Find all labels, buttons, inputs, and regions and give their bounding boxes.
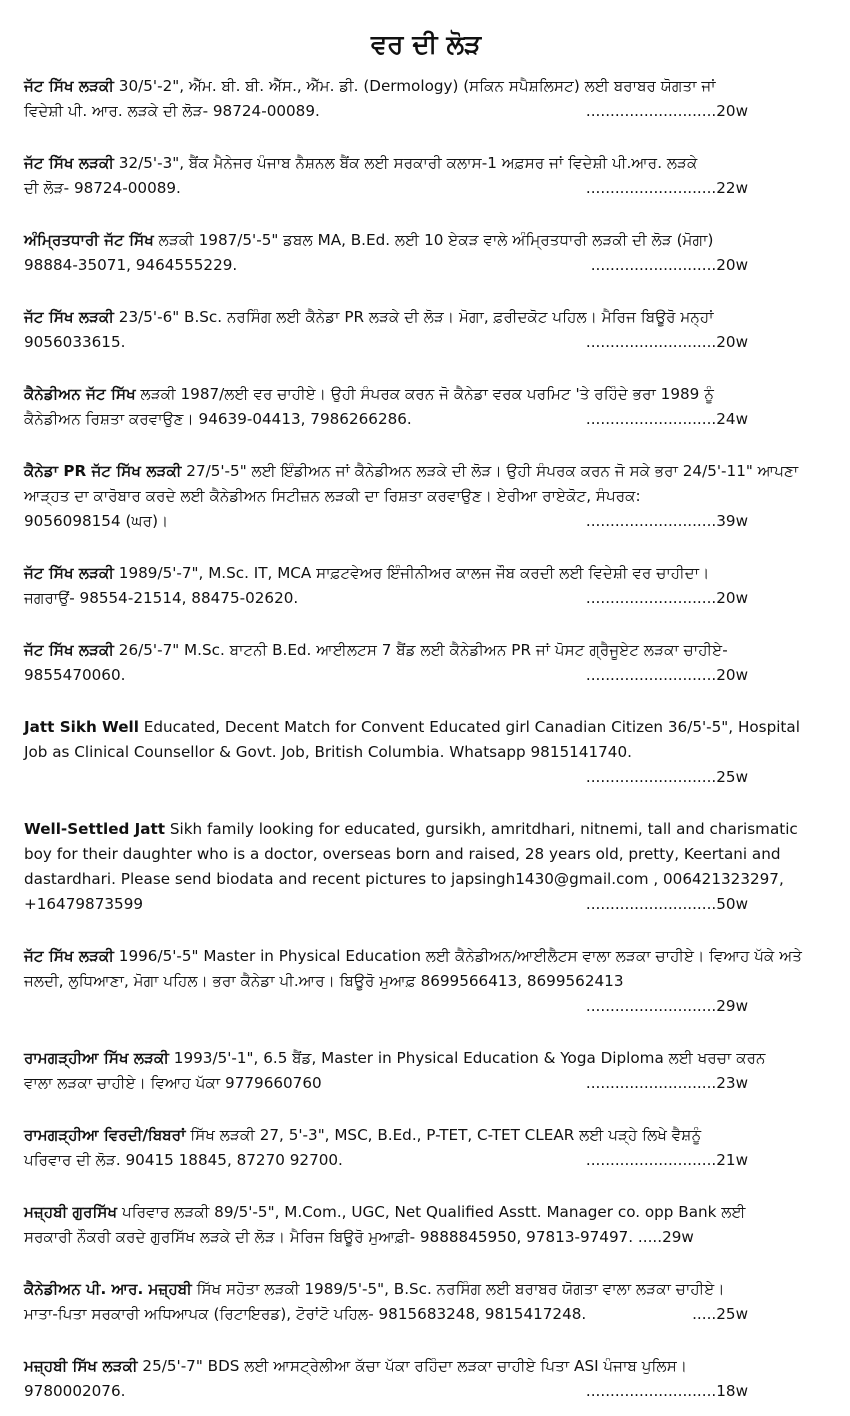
classified-ad [24, 1354, 828, 1404]
ad-code: ...........................29w [585, 997, 748, 1015]
ad-code: .....25w [692, 1305, 748, 1323]
ad-text [24, 561, 828, 586]
ad-text [24, 1354, 828, 1379]
ad-body: Sikh family looking for educated, gursikh, amritdhari, nitnemi, tall and charismatic boy for their daughter who is a doctor, overseas born and raised, 28 years old, pretty, Keertani and dastardhari. Please send biodata and recent pictures to japsingh1430@gmail.com , 006421323297, [24, 820, 798, 888]
ad-footer [24, 407, 828, 432]
ad-body: ਪਰਿਵਾਰ ਲੜਕੀ 89/5'-5", M.Com., UGC, Net Qualified Asstt. Manager co. opp Bank ਲਈ [117, 1203, 746, 1221]
classified-ad [24, 459, 828, 534]
ad-body: 30/5'-2", ਐੱਮ. ਬੀ. ਬੀ. ਐੱਸ., ਐੱਮ. ਡੀ. (Dermology) (ਸਕਿਨ ਸਪੈਸ਼ਲਿਸਟ) ਲਈ ਬਰਾਬਰ ਯੋਗਤਾ ਜਾਂ [113, 77, 716, 95]
ad-text [24, 817, 828, 892]
ad-text [24, 151, 828, 176]
classified-ad [24, 382, 828, 432]
ad-contact: ਕੈਨੇਡੀਅਨ ਰਿਸ਼ਤਾ ਕਰਵਾਉਣ। 94639-04413, 7986266286. [24, 410, 412, 428]
ad-body: ਸਿੱਖ ਸਹੋਤਾ ਲੜਕੀ 1989/5'-5", B.Sc. ਨਰਸਿੰਗ ਲਈ ਬਰਾਬਰ ਯੋਗਤਾ ਵਾਲਾ ਲੜਕਾ ਚਾਹੀਏ। [191, 1280, 725, 1298]
classified-ad [24, 305, 828, 355]
ad-body: 32/5'-3", ਬੈਂਕ ਮੈਨੇਜਰ ਪੰਜਾਬ ਨੈਸ਼ਨਲ ਬੈਂਕ ਲਈ ਸਰਕਾਰੀ ਕਲਾਸ-1 ਅਫ਼ਸਰ ਜਾਂ ਵਿਦੇਸ਼ੀ ਪੀ.ਆਰ. ਲੜਕੇ [113, 154, 698, 172]
ad-footer [24, 99, 828, 124]
ad-body: 26/5'-7" M.Sc. ਬਾਟਨੀ B.Ed. ਆਈਲਟਸ 7 ਬੈਂਡ ਲਈ ਕੈਨੇਡੀਅਨ PR ਜਾਂ ਪੋਸਟ ਗ੍ਰੈਜੂਏਟ ਲੜਕਾ ਚਾਹੀਏ- [113, 641, 728, 659]
ad-text [24, 715, 828, 765]
page-title: ਵਰ ਦੀ ਲੋੜ [370, 30, 482, 60]
ad-lead: ਕੈਨੇਡੀਅਨ ਜੱਟ ਸਿੱਖ [24, 385, 136, 403]
ad-lead: ਅੰਮ੍ਰਿਤਧਾਰੀ ਜੱਟ ਸਿੱਖ [24, 231, 154, 249]
ad-text [24, 944, 828, 994]
ad-lead: Well-Settled Jatt [24, 820, 166, 838]
ad-footer [24, 892, 828, 917]
ad-contact: ਪਰਿਵਾਰ ਦੀ ਲੋੜ. 90415 18845, 87270 92700. [24, 1151, 343, 1169]
ad-code: ...........................50w [585, 895, 748, 913]
classified-ad [24, 944, 828, 1019]
ad-code: ...........................20w [585, 666, 748, 684]
ad-footer [24, 509, 828, 534]
ad-footer [24, 1148, 828, 1173]
ad-code: ...........................18w [585, 1382, 748, 1400]
ad-footer [24, 1379, 828, 1404]
ad-footer [24, 765, 828, 790]
ad-code: ...........................39w [585, 512, 748, 530]
classified-ad [24, 74, 828, 124]
ad-footer [24, 586, 828, 611]
ad-text [24, 638, 828, 663]
ad-text [24, 382, 828, 407]
classified-ad [24, 638, 828, 688]
ad-body: ਲੜਕੀ 1987/5'-5" ਡਬਲ MA, B.Ed. ਲਈ 10 ਏਕੜ ਵਾਲੇ ਅੰਮ੍ਰਿਤਧਾਰੀ ਲੜਕੀ ਦੀ ਲੋੜ (ਮੋਗਾ) [153, 231, 714, 249]
ad-contact: ਵਿਦੇਸ਼ੀ ਪੀ. ਆਰ. ਲੜਕੇ ਦੀ ਲੋੜ- 98724-00089. [24, 102, 320, 120]
ad-lead: ਜੱਟ ਸਿੱਖ ਲੜਕੀ [24, 641, 114, 659]
ad-body: 1989/5'-7", M.Sc. IT, MCA ਸਾਫ਼ਟਵੇਅਰ ਇੰਜੀਨੀਅਰ ਕਾਲਜ ਜੌਬ ਕਰਦੀ ਲਈ ਵਿਦੇਸ਼ੀ ਵਰ ਚਾਹੀਦਾ। [113, 564, 710, 582]
ad-code: ...........................20w [585, 589, 748, 607]
ad-lead: ਰਾਮਗੜ੍ਹੀਆ ਸਿੱਖ ਲੜਕੀ [24, 1049, 169, 1067]
ad-text [24, 228, 828, 253]
ad-lead: ਮਜ਼੍ਹਬੀ ਸਿੱਖ ਲੜਕੀ [24, 1357, 138, 1375]
ad-footer [24, 1302, 828, 1327]
ad-lead: ਮਜ਼੍ਹਬੀ ਗੁਰਸਿੱਖ [24, 1203, 118, 1221]
ad-text [24, 1200, 828, 1225]
ad-code: ...........................23w [585, 1074, 748, 1092]
ad-contact: ਜਗਰਾਉਂ- 98554-21514, 88475-02620. [24, 589, 299, 607]
ad-code: ...........................21w [585, 1151, 748, 1169]
ad-footer [24, 994, 828, 1019]
ad-lead: Jatt Sikh Well [24, 718, 139, 736]
ad-footer [24, 176, 828, 201]
ad-footer [24, 253, 828, 278]
ad-lead: ਕੈਨੇਡੀਅਨ ਪੀ. ਆਰ. ਮਜ਼੍ਹਬੀ [24, 1280, 192, 1298]
ad-contact: ਸਰਕਾਰੀ ਨੌਕਰੀ ਕਰਦੇ ਗੁਰਸਿੱਖ ਲੜਕੇ ਦੀ ਲੋੜ। ਮੈਰਿਜ ਬਿਊਰੋ ਮੁਆਫ਼ੀ- 9888845950, 97813-97497. .....29w [24, 1228, 694, 1246]
ad-body: 27/5'-5" ਲਈ ਇੰਡੀਅਨ ਜਾਂ ਕੈਨੇਡੀਅਨ ਲੜਕੇ ਦੀ ਲੋੜ। ਉਹੀ ਸੰਪਰਕ ਕਰਨ ਜੋ ਸਕੇ ਭਰਾ 24/5'-11" ਆਪਣਾ ਆੜ੍ਹਤ ਦਾ ਕਾਰੋਬਾਰ ਕਰਦੇ ਲਈ ਕੈਨੇਡੀਅਨ ਸਿਟੀਜ਼ਨ ਲੜਕੀ ਦਾ ਰਿਸ਼ਤਾ ਕਰਵਾਉਣ। ਏਰੀਆ ਰਾਏਕੋਟ, ਸੰਪਰਕ: [24, 462, 799, 505]
classified-ad [24, 561, 828, 611]
ad-text [24, 305, 828, 330]
ad-body: ਸਿੱਖ ਲੜਕੀ 27, 5'-3", MSC, B.Ed., P-TET, C-TET CLEAR ਲਈ ਪੜ੍ਹੇ ਲਿਖੇ ਵੈਸ਼ਨੂੰ [185, 1126, 702, 1144]
classified-ad [24, 817, 828, 917]
classified-ad [24, 1200, 828, 1250]
ad-contact: 9056098154 (ਘਰ)। [24, 512, 169, 530]
ad-text [24, 1123, 828, 1148]
ad-footer [24, 663, 828, 688]
ad-contact: ਮਾਤਾ-ਪਿਤਾ ਸਰਕਾਰੀ ਅਧਿਆਪਕ (ਰਿਟਾਇਰਡ), ਟੋਰਾਂਟੋ ਪਹਿਲ- 9815683248, 9815417248. [24, 1305, 587, 1323]
ad-footer [24, 330, 828, 355]
ad-lead: ਜੱਟ ਸਿੱਖ ਲੜਕੀ [24, 564, 114, 582]
ad-body: 1996/5'-5" Master in Physical Education ਲਈ ਕੈਨੇਡੀਅਨ/ਆਈਲੈਟਸ ਵਾਲਾ ਲੜਕਾ ਚਾਹੀਏ। ਵਿਆਹ ਪੱਕੇ ਅਤੇ ਜਲਦੀ, ਲੁਧਿਆਣਾ, ਮੋਗਾ ਪਹਿਲ। ਭਰਾ ਕੈਨੇਡਾ ਪੀ.ਆਰ। ਬਿਊਰੋ ਮੁਆਫ਼ 8699566413, 8699562413 [24, 947, 802, 990]
ad-lead: ਜੱਟ ਸਿੱਖ ਲੜਕੀ [24, 154, 114, 172]
ad-code: ...........................20w [585, 102, 748, 120]
ad-contact: ਵਾਲਾ ਲੜਕਾ ਚਾਹੀਏ। ਵਿਆਹ ਪੱਕਾ 9779660760 [24, 1074, 322, 1092]
ad-code: ...........................22w [585, 179, 748, 197]
ad-code: ...........................25w [585, 768, 748, 786]
classified-ad [24, 1046, 828, 1096]
ad-text [24, 1046, 828, 1071]
ad-code: ..........................20w [590, 256, 748, 274]
ad-body: ਲੜਕੀ 1987/ਲਈ ਵਰ ਚਾਹੀਏ। ਉਹੀ ਸੰਪਰਕ ਕਰਨ ਜੋ ਕੈਨੇਡਾ ਵਰਕ ਪਰਮਿਟ 'ਤੇ ਰਹਿੰਦੇ ਭਰਾ 1989 ਨੂੰ [135, 385, 715, 403]
ad-contact: 98884-35071, 9464555229. [24, 256, 238, 274]
ads-list [24, 74, 828, 1404]
ad-contact: 9780002076. [24, 1382, 126, 1400]
ad-contact: ਦੀ ਲੋੜ- 98724-00089. [24, 179, 181, 197]
ad-lead: ਜੱਟ ਸਿੱਖ ਲੜਕੀ [24, 947, 114, 965]
ad-contact: 9855470060. [24, 666, 126, 684]
classified-ad [24, 715, 828, 790]
ad-lead: ਰਾਮਗੜ੍ਹੀਆ ਵਿਰਦੀ/ਬਿਬਰਾਂ [24, 1126, 186, 1144]
ad-lead: ਜੱਟ ਸਿੱਖ ਲੜਕੀ [24, 77, 114, 95]
ad-body: Educated, Decent Match for Convent Educated girl Canadian Citizen 36/5'-5", Hospital Job as Clinical Counsellor & Govt. Job, British Columbia. Whatsapp 9815141740. [24, 718, 800, 761]
classified-ad [24, 151, 828, 201]
ad-code: ...........................24w [585, 410, 748, 428]
ad-contact: +16479873599 [24, 895, 144, 913]
ad-footer [24, 1225, 828, 1250]
ad-text [24, 1277, 828, 1302]
ad-footer [24, 1071, 828, 1096]
classified-ad [24, 1123, 828, 1173]
ad-body: 1993/5'-1", 6.5 ਬੈਂਡ, Master in Physical Education & Yoga Diploma ਲਈ ਖਰਚਾ ਕਰਨ [168, 1049, 766, 1067]
ad-body: 23/5'-6" B.Sc. ਨਰਸਿੰਗ ਲਈ ਕੈਨੇਡਾ PR ਲੜਕੇ ਦੀ ਲੋੜ। ਮੋਗਾ, ਫ਼ਰੀਦਕੋਟ ਪਹਿਲ। ਮੈਰਿਜ ਬਿਊਰੋ ਮਨ੍ਹਾਂ [113, 308, 714, 326]
ad-body: 25/5'-7" BDS ਲਈ ਆਸਟ੍ਰੇਲੀਆ ਕੱਚਾ ਪੱਕਾ ਰਹਿੰਦਾ ਲੜਕਾ ਚਾਹੀਏ ਪਿਤਾ ASI ਪੰਜਾਬ ਪੁਲਿਸ। [137, 1357, 688, 1375]
classified-ad [24, 1277, 828, 1327]
ad-lead: ਜੱਟ ਸਿੱਖ ਲੜਕੀ [24, 308, 114, 326]
ad-lead: ਕੈਨੇਡਾ PR ਜੱਟ ਸਿੱਖ ਲੜਕੀ [24, 462, 182, 480]
ad-code: ...........................20w [585, 333, 748, 351]
ad-text [24, 459, 828, 509]
ad-contact: 9056033615. [24, 333, 126, 351]
classified-ad [24, 228, 828, 278]
ad-text [24, 74, 828, 99]
